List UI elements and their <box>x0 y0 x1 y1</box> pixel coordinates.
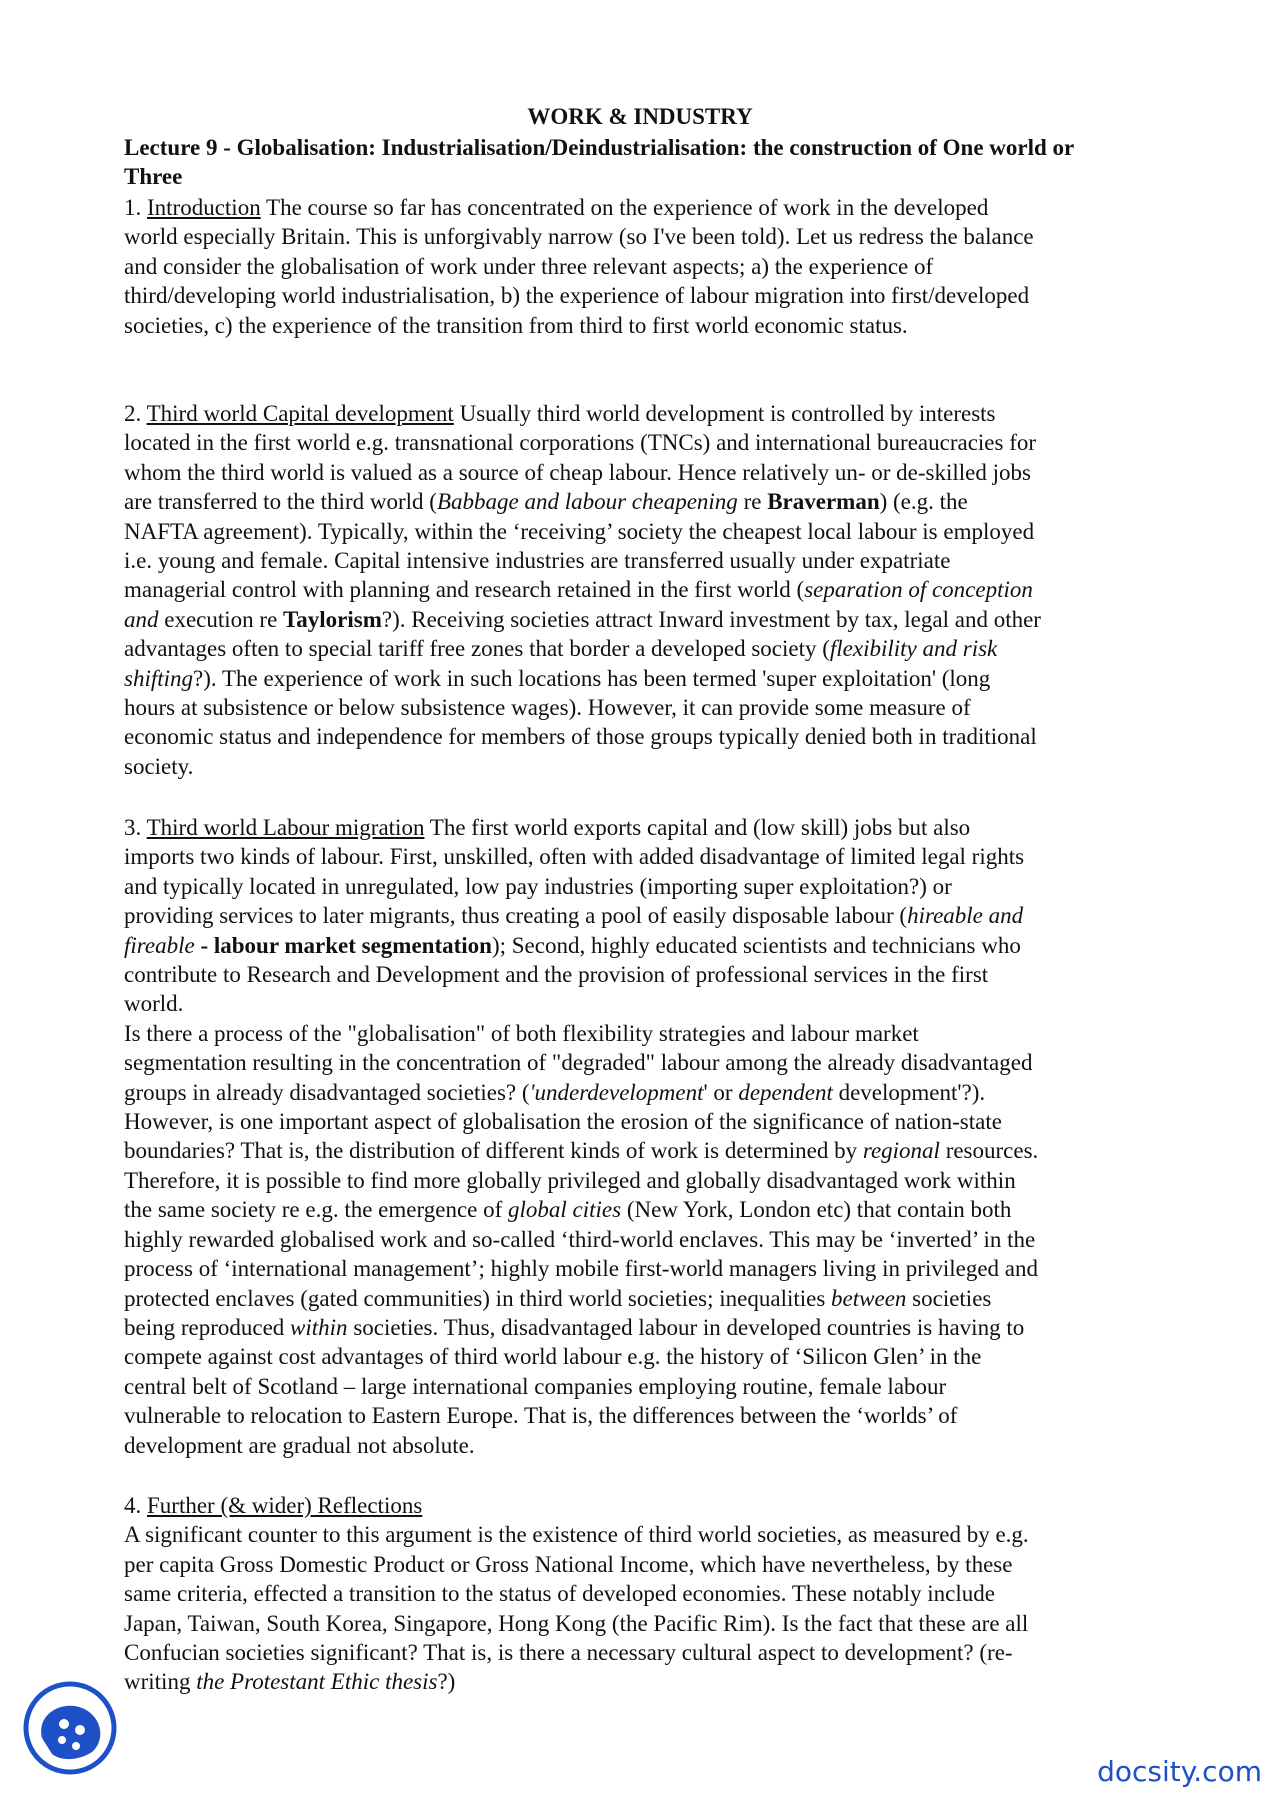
paragraph-line <box>124 487 1164 516</box>
paragraph-line <box>124 634 1164 663</box>
paragraph-line <box>124 1667 1164 1696</box>
section-labour-migration <box>124 813 1164 1460</box>
paragraph-line: process of ‘international management’; highly mobile first-world managers living in privileged and <box>124 1256 1039 1282</box>
paragraph-line: A significant counter to this argument is the existence of third world societies, as measured by e.g. <box>124 1522 1029 1548</box>
italic-term: fireable <box>124 932 195 958</box>
paragraph-line: located in the first world e.g. transnational corporations (TNCs) and international bureaucracies for <box>124 430 1037 456</box>
section-introduction <box>124 193 1164 340</box>
bold-term: Braverman <box>767 489 880 515</box>
text: execution re <box>158 606 284 632</box>
paragraph-line: Confucian societies significant? That is, is there a necessary cultural aspect to development? (re- <box>124 1640 1013 1666</box>
section-heading: Third world Labour migration <box>146 815 425 840</box>
paragraph-line: per capita Gross Domestic Product or Gross National Income, which have nevertheless, by these <box>124 1551 1013 1577</box>
italic-term: Babbage and labour cheapening <box>436 489 738 515</box>
paragraph-line: contribute to Research and Development and the provision of professional services in the first <box>124 962 989 988</box>
paragraph-text: Usually third world development is controlled by interests <box>453 401 996 426</box>
paragraph-line <box>124 575 1164 604</box>
paragraph-line: development are gradual not absolute. <box>124 1432 475 1458</box>
section-number: 1. <box>124 195 147 220</box>
paragraph-line: However, is one important aspect of globalisation the erosion of the significance of nation-state <box>124 1109 1002 1135</box>
section-number: 3. <box>124 815 147 840</box>
paragraph-line: i.e. young and female. Capital intensive industries are transferred usually under expatriate <box>124 548 951 574</box>
italic-term: regional <box>862 1138 940 1164</box>
text: re <box>737 489 768 515</box>
text: ) (e.g. the <box>879 489 968 515</box>
italic-term: 'underdevelopment <box>529 1079 704 1105</box>
italic-term: flexibility and risk <box>829 636 998 662</box>
italic-term: hireable and <box>907 903 1024 929</box>
paragraph-line: vulnerable to relocation to Eastern Europe. That is, the differences between the ‘worlds’ of <box>124 1403 958 1429</box>
paragraph-line: economic status and independence for members of those groups typically denied both in traditional <box>124 724 1037 750</box>
paragraph-line: world especially Britain. This is unforgivably narrow (so I've been told). Let us redress the balance <box>124 224 1034 250</box>
section-capital-development <box>124 399 1164 781</box>
text: (New York, London etc) that contain both <box>621 1197 1012 1223</box>
paragraph-line: same criteria, effected a transition to the status of developed economies. These notably include <box>124 1581 995 1607</box>
section-further-reflections <box>124 1491 1164 1697</box>
text: advantages often to special tariff free zones that border a developed society ( <box>124 636 830 662</box>
paragraph-line: imports two kinds of labour. First, unskilled, often with added disadvantage of limited legal rights <box>124 844 1025 870</box>
docsity-logo-icon <box>22 1680 118 1776</box>
paragraph-line <box>124 1136 1164 1165</box>
paragraph-line <box>124 931 1164 960</box>
text: ); Second, highly educated scientists and technicians who <box>491 932 1021 958</box>
paragraph-line: NAFTA agreement). Typically, within the ‘receiving’ society the cheapest local labour is employed <box>124 518 1035 544</box>
text: boundaries? That is, the distribution of different kinds of work is determined by <box>124 1138 863 1164</box>
paragraph-line: hours at subsistence or below subsistence wages). However, it can provide some measure of <box>124 695 971 721</box>
text: the same society re e.g. the emergence of <box>124 1197 509 1223</box>
paragraph-line: and typically located in unregulated, low pay industries (importing super exploitation?) or <box>124 873 952 899</box>
paragraph-line: societies, c) the experience of the transition from third to first world economic status. <box>124 312 908 338</box>
italic-term: separation of conception <box>804 577 1033 603</box>
text: ' or <box>703 1079 739 1105</box>
text: managerial control with planning and research retained in the first world ( <box>124 577 805 603</box>
bold-term: Taylorism <box>283 606 382 632</box>
text: are transferred to the third world ( <box>124 489 437 515</box>
italic-term: dependent <box>738 1079 833 1105</box>
paragraph-text: The first world exports capital and (low skill) jobs but also <box>424 815 971 840</box>
paragraph-line <box>124 1313 1164 1342</box>
text: ?) <box>437 1669 456 1695</box>
paragraph-line <box>124 1195 1164 1224</box>
italic-term: shifting <box>124 665 194 691</box>
paragraph-line: Therefore, it is possible to find more globally privileged and globally disadvantaged work within <box>124 1167 1016 1193</box>
section-heading: Further (& wider) Reflections <box>147 1493 423 1518</box>
lecture-subtitle: Lecture 9 - Globalisation: Industrialisation/Deindustrialisation: the construction of One world or Three <box>124 135 1074 189</box>
italic-term: and <box>124 606 159 632</box>
text: being reproduced <box>124 1314 291 1340</box>
section-heading: Third world Capital development <box>146 401 454 426</box>
text: resources. <box>939 1138 1039 1164</box>
paragraph-line: and consider the globalisation of work under three relevant aspects; a) the experience of <box>124 253 934 279</box>
paragraph-line: world. <box>124 991 184 1017</box>
italic-term: between <box>831 1285 907 1311</box>
paragraph-line: Is there a process of the "globalisation" of both flexibility strategies and labour market <box>124 1020 919 1046</box>
text: societies. Thus, disadvantaged labour in developed countries is having to <box>347 1314 1025 1340</box>
text: writing <box>124 1669 197 1695</box>
text: ?). Receiving societies attract Inward investment by tax, legal and other <box>381 606 1041 632</box>
section-number: 4. <box>124 1493 147 1518</box>
docsity-watermark[interactable]: docsity.com <box>1097 1755 1262 1788</box>
italic-term: within <box>290 1314 348 1340</box>
paragraph-line: segmentation resulting in the concentration of "degraded" labour among the already disadvantaged <box>124 1050 1033 1076</box>
document-title: WORK & INDUSTRY <box>527 104 753 129</box>
text: groups in already disadvantaged societies? ( <box>124 1079 530 1105</box>
paragraph-line: central belt of Scotland – large international companies employing routine, female labour <box>124 1373 947 1399</box>
paragraph-line <box>124 605 1164 634</box>
paragraph-line: highly rewarded globalised work and so-called ‘third-world enclaves. This may be ‘inverted’ in the <box>124 1226 1036 1252</box>
paragraph-line: Japan, Taiwan, South Korea, Singapore, Hong Kong (the Pacific Rim). Is the fact that these are all <box>124 1610 1029 1636</box>
paragraph-line: third/developing world industrialisation, b) the experience of labour migration into first/developed <box>124 283 1030 309</box>
paragraph-line <box>124 1284 1164 1313</box>
italic-term: the Protestant Ethic thesis <box>196 1669 438 1695</box>
text: providing services to later migrants, thus creating a pool of easily disposable labour ( <box>124 903 908 929</box>
paragraph-line <box>124 664 1164 693</box>
text: ?). The experience of work in such locations has been termed 'super exploitation' (long <box>193 665 991 691</box>
text: development'?). <box>832 1079 986 1105</box>
paragraph-line: compete against cost advantages of third world labour e.g. the history of ‘Silicon Glen’ in the <box>124 1344 982 1370</box>
bold-term: - labour market segmentation <box>194 932 492 958</box>
text: protected enclaves (gated communities) in third world societies; inequalities <box>124 1285 832 1311</box>
paragraph-line <box>124 901 1164 930</box>
text: societies <box>906 1285 992 1311</box>
italic-term: global cities <box>508 1197 622 1223</box>
paragraph-line: society. <box>124 753 194 779</box>
section-heading: Introduction <box>147 195 261 220</box>
paragraph-line: The course so far has concentrated on the experience of work in the developed <box>260 195 989 220</box>
paragraph-line <box>124 1078 1164 1107</box>
paragraph-line: whom the third world is valued as a source of cheap labour. Hence relatively un- or de-skilled jobs <box>124 459 1031 485</box>
section-number: 2. <box>124 401 147 426</box>
